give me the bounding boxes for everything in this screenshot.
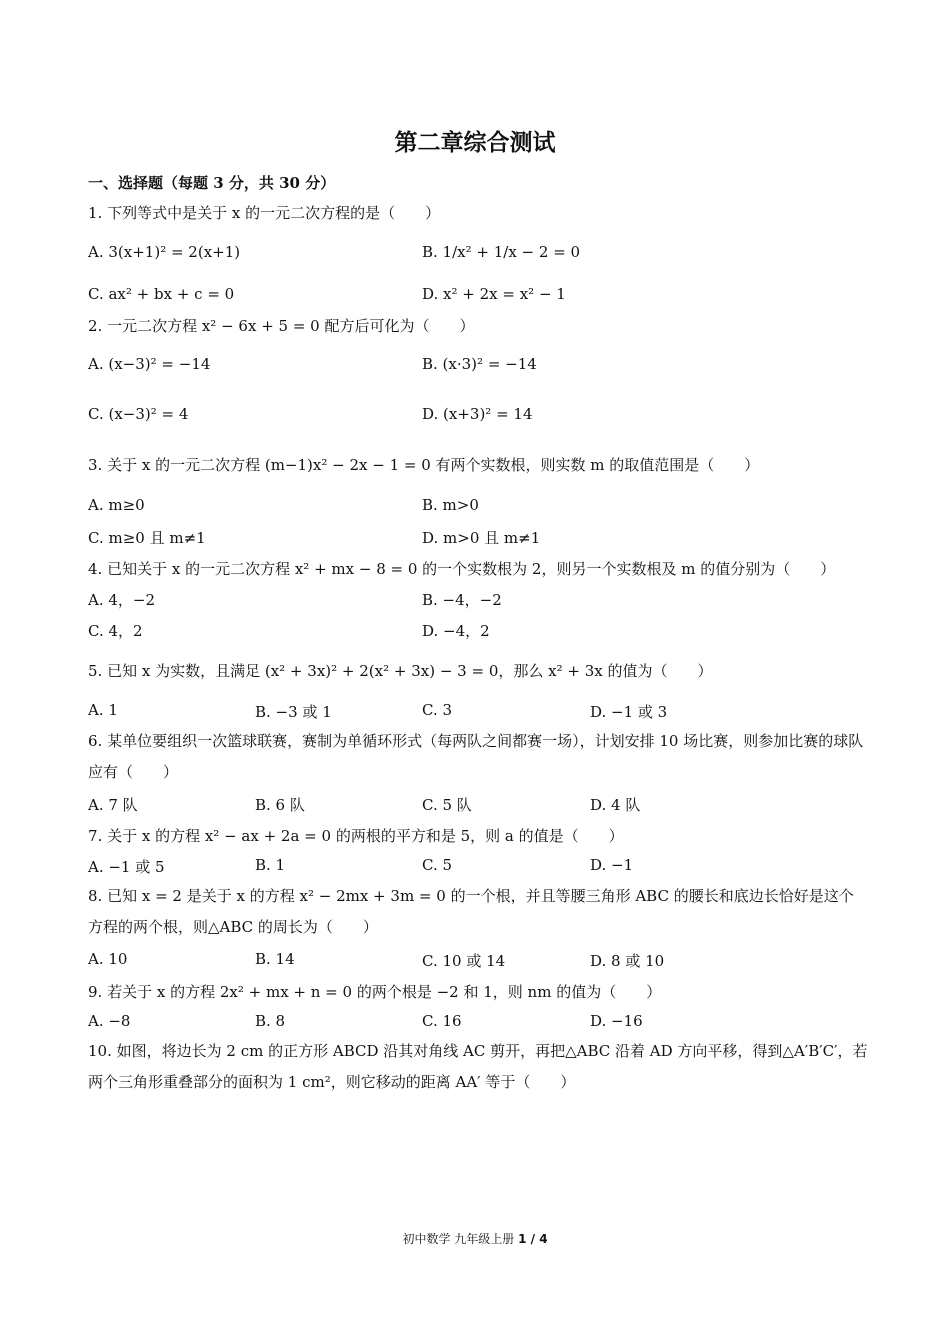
- question-stem: 8. 已知 x = 2 是关于 x 的方程 x² − 2mx + 3m = 0 的一个根，并且等腰三角形 ABC 的腰长和底边长恰好是这个方程的两个根，则△ABC 的周长为（ ）: [88, 887, 854, 936]
- question-stem: 7. 关于 x 的方程 x² − ax + 2a = 0 的两根的平方和是 5，则 a 的值是（ ）: [88, 827, 624, 845]
- option-b: B. 1: [255, 856, 286, 874]
- option-b: B. (x·3)² = −14: [422, 355, 537, 373]
- option-b: B. 14: [255, 950, 295, 968]
- option-d: D. x² + 2x = x² − 1: [422, 285, 566, 303]
- question-stem: 10. 如图，将边长为 2 cm 的正方形 ABCD 沿其对角线 AC 剪开，再把△ABC 沿着 AD 方向平移，得到△A′B′C′，若两个三角形重叠部分的面积为 1 cm²，则它移动的距离 AA′ 等于（ ）: [88, 1042, 868, 1091]
- option-c: C. 4，2: [88, 622, 143, 640]
- option-a: A. 10: [88, 950, 128, 968]
- option-c: C. 5: [422, 856, 453, 874]
- option-c: C. 16: [422, 1012, 462, 1030]
- question-stem: 5. 已知 x 为实数，且满足 (x² + 3x)² + 2(x² + 3x) − 3 = 0，那么 x² + 3x 的值为（ ）: [88, 662, 713, 680]
- question-stem: 2. 一元二次方程 x² − 6x + 5 = 0 配方后可化为（ ）: [88, 317, 475, 335]
- option-d: D. −4，2: [422, 622, 490, 640]
- option-c: C. ax² + bx + c = 0: [88, 285, 235, 303]
- page-number: 1 / 4: [518, 1232, 548, 1246]
- option-b: B. 1/x² + 1/x − 2 = 0: [422, 243, 581, 261]
- question-stem: 6. 某单位要组织一次篮球联赛，赛制为单循环形式（每两队之间都赛一场），计划安排 10 场比赛，则参加比赛的球队应有（ ）: [88, 732, 864, 781]
- option-c: C. 3: [422, 701, 453, 719]
- option-a: A. 7 队: [88, 796, 138, 814]
- option-a: A. m≥0: [88, 496, 145, 514]
- question-stem: 1. 下列等式中是关于 x 的一元二次方程的是（ ）: [88, 204, 441, 222]
- option-a: A. 3(x+1)² = 2(x+1): [88, 243, 241, 261]
- option-a: A. −8: [88, 1012, 131, 1030]
- page-title: 第二章综合测试: [394, 129, 556, 156]
- section-heading: 一、选择题（每题 3 分，共 30 分）: [88, 174, 336, 192]
- option-b: B. −3 或 1: [255, 703, 332, 721]
- option-c: C. 10 或 14: [422, 952, 506, 970]
- option-a: A. (x−3)² = −14: [88, 355, 211, 373]
- question-stem: 4. 已知关于 x 的一元二次方程 x² + mx − 8 = 0 的一个实数根为 2，则另一个实数根及 m 的值分别为（ ）: [88, 560, 836, 578]
- option-c: C. m≥0 且 m≠1: [88, 529, 206, 547]
- option-b: B. 6 队: [255, 796, 305, 814]
- option-d: D. −1 或 3: [590, 703, 668, 721]
- option-a: A. 4，−2: [88, 591, 156, 609]
- option-d: D. −16: [590, 1012, 643, 1030]
- option-a: A. −1 或 5: [88, 858, 165, 876]
- option-b: B. −4，−2: [422, 591, 502, 609]
- option-d: D. −1: [590, 856, 634, 874]
- option-d: D. m>0 且 m≠1: [422, 529, 541, 547]
- option-c: C. (x−3)² = 4: [88, 405, 189, 423]
- page-footer: [0, 1230, 950, 1247]
- question-stem: 9. 若关于 x 的方程 2x² + mx + n = 0 的两个根是 −2 和 1，则 nm 的值为（ ）: [88, 983, 662, 1001]
- option-d: D. 4 队: [590, 796, 641, 814]
- option-d: D. 8 或 10: [590, 952, 665, 970]
- footer-text: 初中数学 九年级上册: [402, 1232, 515, 1246]
- option-b: B. m>0: [422, 496, 479, 514]
- option-c: C. 5 队: [422, 796, 472, 814]
- option-b: B. 8: [255, 1012, 286, 1030]
- option-a: A. 1: [88, 701, 118, 719]
- option-d: D. (x+3)² = 14: [422, 405, 533, 423]
- question-stem: 3. 关于 x 的一元二次方程 (m−1)x² − 2x − 1 = 0 有两个实数根，则实数 m 的取值范围是（ ）: [88, 456, 760, 474]
